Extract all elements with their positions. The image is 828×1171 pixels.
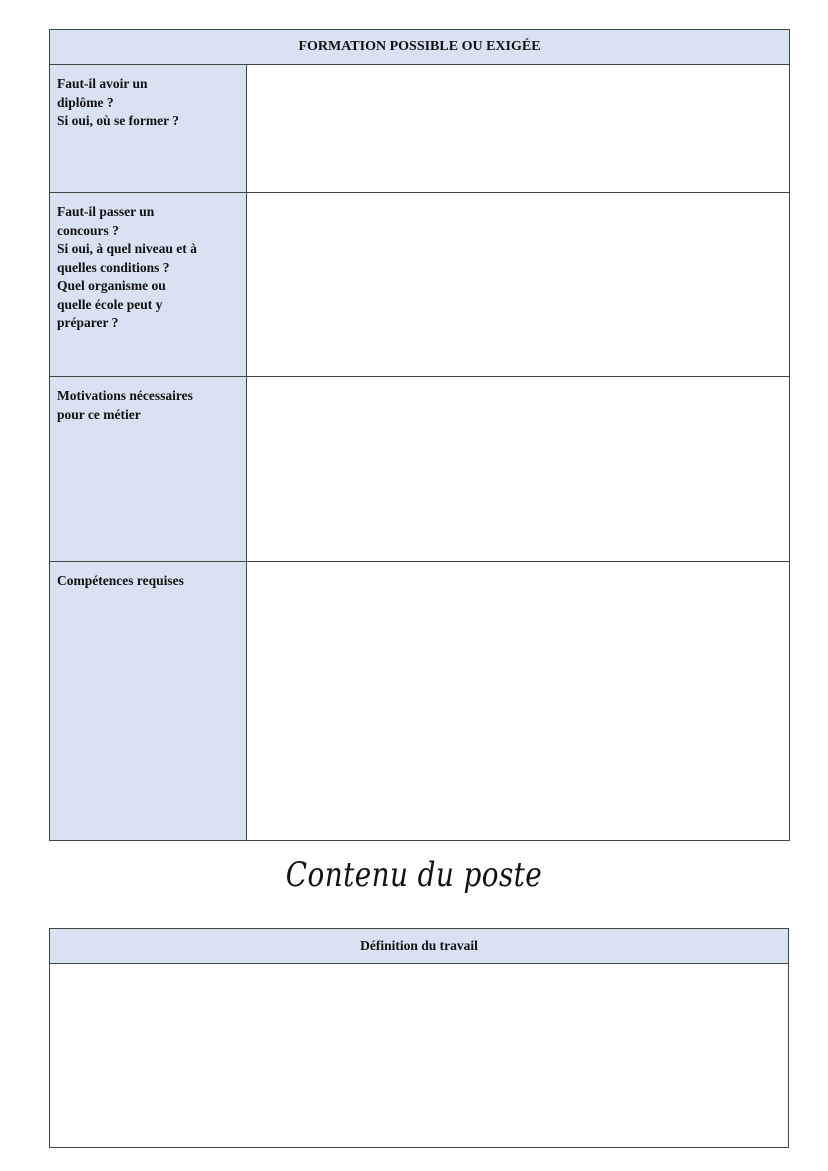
definition-header: Définition du travail [50,929,789,964]
label-line: Si oui, à quel niveau et à [57,241,197,256]
table-row [50,65,790,193]
formation-header: FORMATION POSSIBLE OU EXIGÉE [50,30,790,65]
motivations-label [50,377,247,562]
diplome-answer-field[interactable] [247,65,790,193]
label-line: quelle école peut y [57,296,163,312]
diplome-question-label [50,65,247,193]
formation-header-row [50,30,790,65]
definition-header-row [50,929,789,964]
table-row [50,964,789,1148]
concours-answer-field[interactable] [247,193,790,377]
label-line: Faut-il passer un [57,204,155,219]
label-line: pour ce métier [57,406,141,422]
concours-question-label [50,193,247,377]
label-line: Quel organisme ou [57,278,166,293]
label-line: Compétences requises [57,573,184,588]
label-line: Motivations nécessaires [57,388,193,403]
label-line: quelles conditions ? [57,259,170,275]
formation-table [49,29,790,841]
label-line: préparer ? [57,315,119,330]
table-row [50,562,790,841]
definition-table [49,928,789,1148]
definition-answer-field[interactable] [50,964,789,1148]
table-row [50,377,790,562]
label-line: diplôme ? [57,94,114,110]
competences-label [50,562,247,841]
label-line: Faut-il avoir un [57,76,148,91]
label-line: Si oui, où se former ? [57,113,179,128]
competences-answer-field[interactable] [247,562,790,841]
table-row [50,193,790,377]
section-title: Contenu du poste [285,855,543,895]
label-line: concours ? [57,222,119,238]
motivations-answer-field[interactable] [247,377,790,562]
